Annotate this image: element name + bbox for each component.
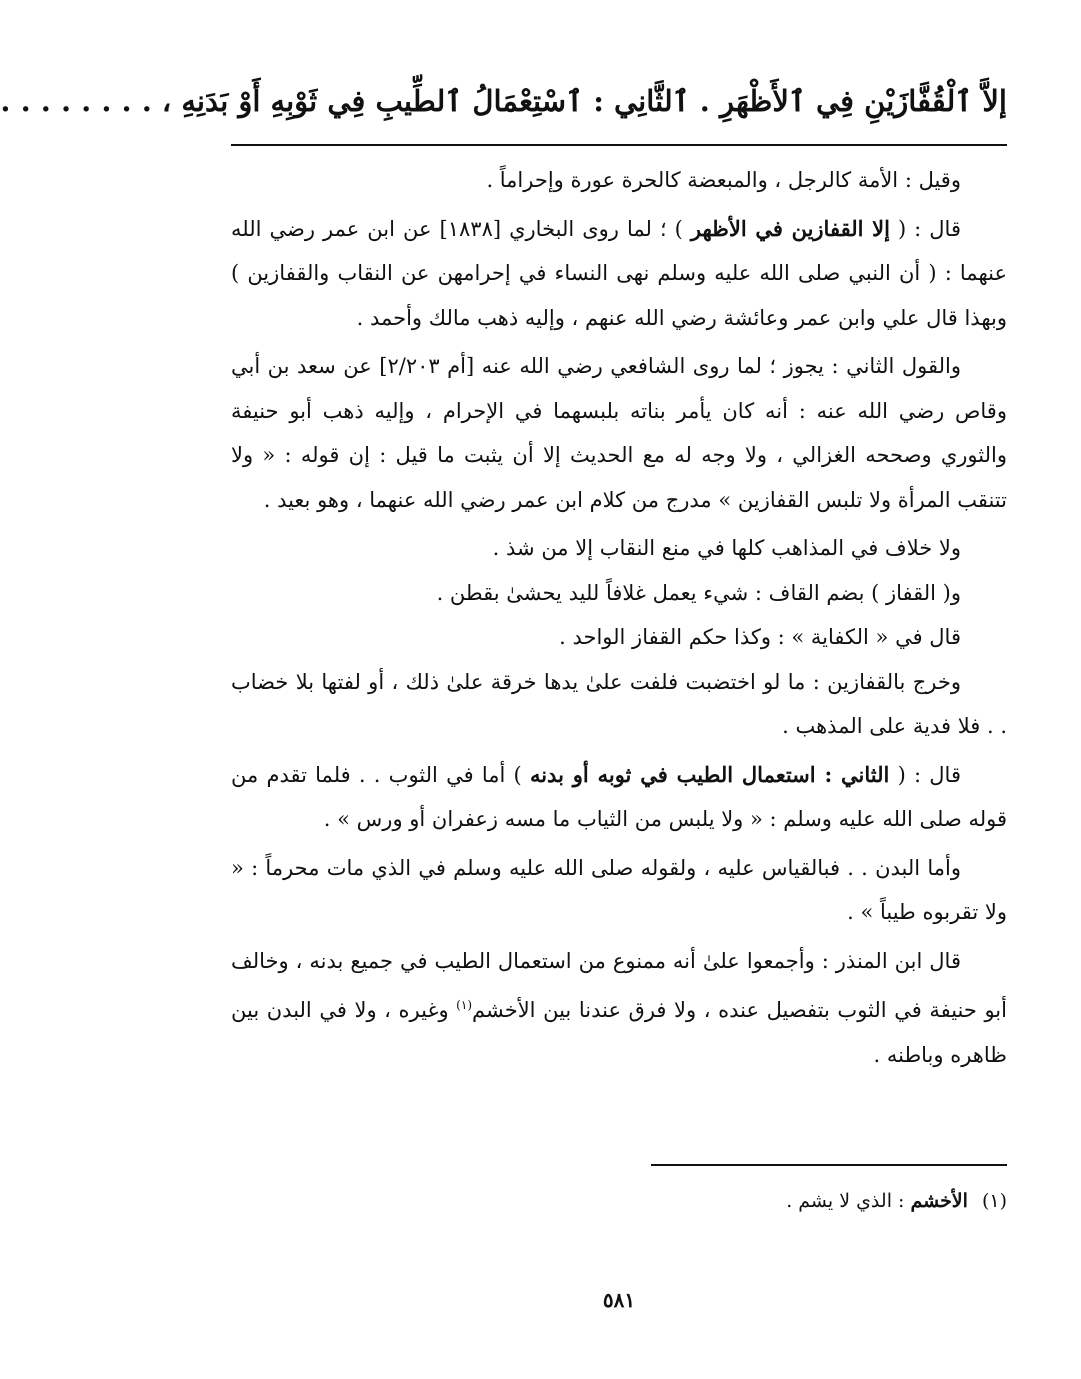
paragraph-9: وأما البدن . . فبالقياس عليه ، ولقوله صلى الله عليه وسلم في الذي مات محرماً : « ولا تقربوه طيباً » .: [231, 855, 1007, 924]
paragraph-8-lead: قال : (: [889, 762, 961, 787]
header-rule: [231, 144, 1007, 146]
page-number: ٥٨١: [602, 1288, 636, 1312]
paragraph-2: [231, 207, 1007, 341]
footnote-rule: [651, 1164, 1007, 1166]
body-text: [231, 158, 1007, 1081]
footnote-definition: : الذي لا يشم .: [786, 1190, 911, 1212]
paragraph-2-rest: ) ؛ لما روى البخاري [١٨٣٨] عن ابن عمر رضي الله عنهما : ( أن النبي صلى الله عليه وسلم نهى النساء في إحرامهن عن النقاب والقفازين ) وبهذا قال علي وابن عمر وعائشة رضي الله عنهم ، وإليه ذهب مالك وأحمد .: [231, 216, 1007, 330]
paragraph-6: قال في « الكفاية » : وكذا حكم القفاز الواحد .: [559, 625, 961, 649]
paragraph-1: وقيل : الأمة كالرجل ، والمبعضة كالحرة عورة وإحراماً .: [486, 168, 961, 192]
paragraph-5: و( القفاز ) بضم القاف : شيء يعمل غلافاً لليد يحشىٰ بقطن .: [436, 580, 961, 605]
paragraph-8-quote: الثاني : استعمال الطيب في ثوبه أو بدنه: [529, 761, 890, 787]
paragraph-8: [231, 753, 1007, 842]
footnote-marker: (١): [456, 998, 472, 1012]
paragraph-8-rest: ) أما في الثوب . . فلما تقدم من قوله صلى الله عليه وسلم : « ولا يلبس من الثياب ما مسه زعفران أو ورس » .: [231, 762, 1007, 831]
document-page: [0, 60, 1007, 1360]
paragraph-10-rest: وغيره ، ولا في البدن بين ظاهره وباطنه .: [231, 998, 1007, 1067]
running-header: إلاَّ ٱلْقُفَّازَيْنِ فِي ٱلأَظْهَرِ . ٱلثَّانِي : ٱسْتِعْمَالُ ٱلطِّيبِ فِي ثَوْبِهِ أَوْ بَدَنِهِ ، . . . . . . . .: [0, 84, 1007, 118]
footnote-number: (١): [981, 1190, 1007, 1212]
paragraph-2-lead: قال : (: [889, 216, 961, 241]
paragraph-10: [231, 939, 1007, 1078]
paragraph-10-lead: قال ابن المنذر : وأجمعوا علىٰ أنه ممنوع من استعمال الطيب في جميع بدنه ، وخالف أبو حنيفة في الثوب بتفصيل عنده ، ولا فرق عندنا بين الأخشم: [231, 948, 1007, 1022]
footnote: [231, 1184, 1007, 1218]
footnote-term: الأخشم: [910, 1190, 968, 1212]
paragraph-7: وخرج بالقفازين : ما لو اختضبت فلفت علىٰ يدها خرقة علىٰ ذلك ، أو لفتها بلا خضاب . . فلا فدية على المذهب .: [231, 669, 1007, 738]
paragraph-4: ولا خلاف في المذاهب كلها في منع النقاب إلا من شذ .: [492, 536, 961, 560]
paragraph-3: والقول الثاني : يجوز ؛ لما روى الشافعي رضي الله عنه [أم ٢/٢٠٣] عن سعد بن أبي وقاص رضي الله عنه : أنه كان يأمر بناته بلبسهما في الإحرام ، وإليه ذهب أبو حنيفة والثوري وصححه الغزالي ، ولا وجه له مع الحديث إلا أن يثبت ما قيل : إن قوله : « ولا تتنقب المرأة ولا تلبس القفازين » مدرج من كلام ابن عمر رضي الله عنهما ، وهو بعيد .: [231, 354, 1007, 512]
paragraph-2-quote: إلا القفازين في الأظهر: [690, 215, 890, 241]
